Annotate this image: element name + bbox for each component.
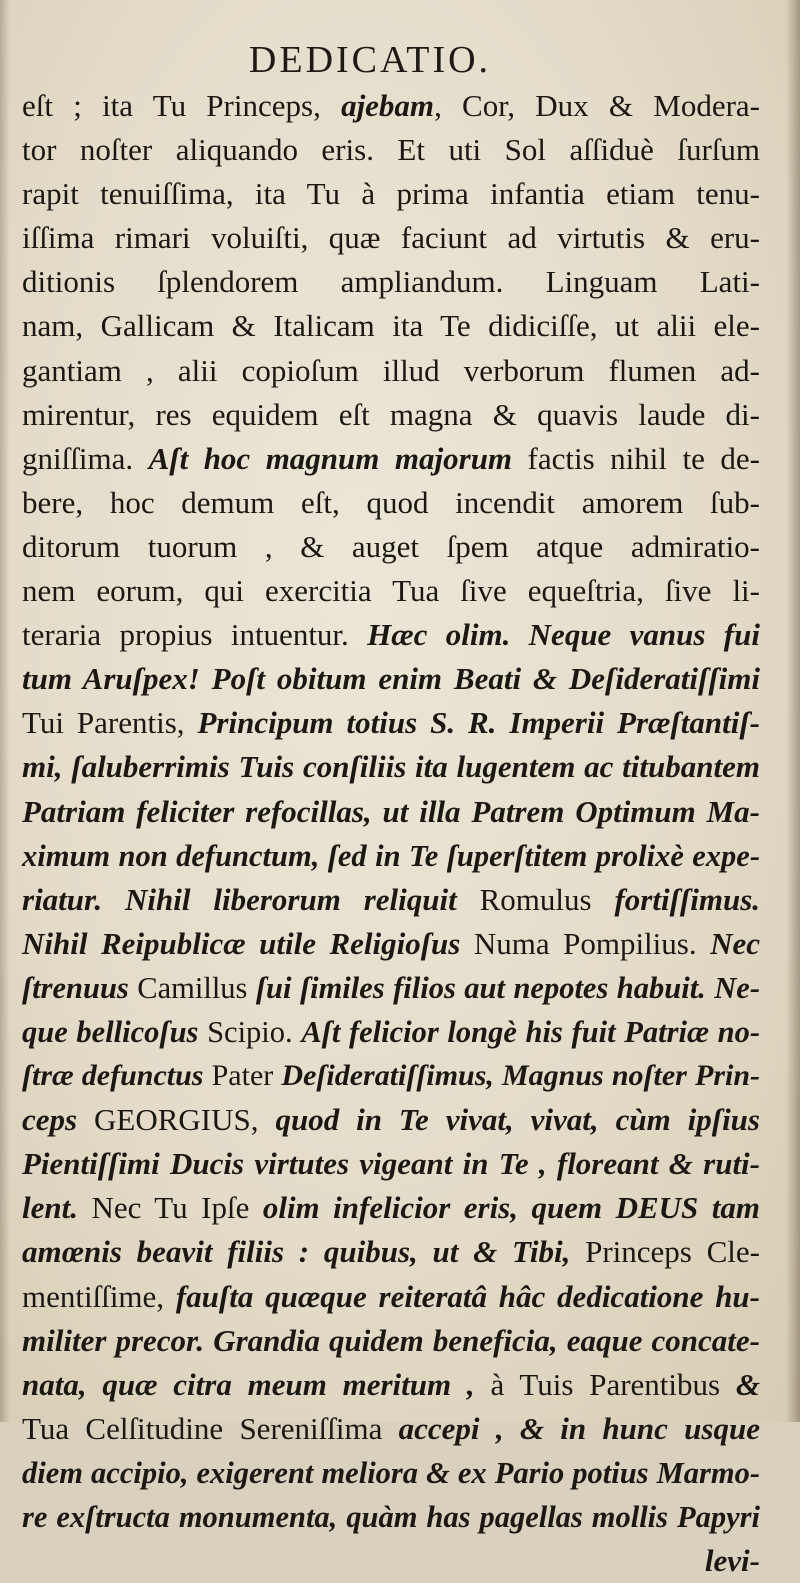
text-line [22,349,760,393]
italic-text: nata, quæ citra meum meritum , [22,1366,491,1402]
italic-text: ſtrenuus [22,970,138,1005]
italic-text: Pientiſſimi Ducis virtutes vigeant in Te , floreant & ruti- [22,1146,760,1182]
text-line [22,878,760,922]
text-line [22,260,760,304]
roman-text: Scipio. [207,1014,302,1049]
text-line [22,1275,760,1319]
text-line [22,1054,760,1098]
text-line [22,525,760,569]
text-line [22,657,760,701]
text-line [22,834,760,878]
italic-text: militer precor. Grandia quidem beneficia, eaque concate- [22,1322,760,1358]
page-edge-left [0,0,10,1422]
roman-text: ditionis ſplendorem ampliandum. Linguam Lati- [22,264,760,300]
text-line [22,1495,760,1539]
italic-text: fortiſſimus. [614,881,761,917]
roman-text: iſſima rimari voluiſti, quæ faciunt ad virtutis & eru- [22,220,760,256]
roman-text: , Cor, Dux & Modera- [434,88,760,123]
roman-text: à Tuis Parentibus [490,1366,736,1402]
roman-text: bere, hoc demum eſt, quod incendit amorem ſub- [22,484,760,520]
text-line [22,922,760,966]
italic-text: amœnis beavit filiis : quibus, ut & Tibi, [22,1234,586,1270]
text-line [22,966,760,1010]
roman-text: eſt ; ita Tu Princeps, [22,88,342,123]
roman-text: Romulus [479,881,615,917]
italic-text: ſui ſimiles filios aut nepotes habuit. Ne- [255,970,760,1005]
text-line [22,1186,760,1230]
page-edge-right [786,0,800,1422]
roman-text: gantiam , alii copioſum illud verborum flumen ad- [22,352,760,388]
italic-text: Aſt hoc magnum majorum [148,440,513,476]
italic-text: Principum totius S. R. Imperii Præſtantiſ- [197,705,760,741]
italic-text: riatur. Nihil liberorum reliquit [22,881,480,917]
text-line [22,1539,760,1583]
italic-text: lent. [22,1190,92,1226]
text-line [22,1363,760,1407]
italic-text: ceps [22,1102,95,1138]
text-line [22,1142,760,1186]
text-line [22,1319,760,1363]
body-text [22,84,760,1583]
text-line [22,1451,760,1495]
roman-text: Tui Parentis, [22,705,198,741]
roman-text: ditorum tuorum , & auget ſpem atque admiratio- [22,528,760,564]
roman-text: nem eorum, qui exercitia Tua ſive equeſtria, ſive li- [22,573,760,609]
italic-text: Nihil Reipublicæ utile Religioſus [22,925,474,961]
italic-text: olim infelicior eris, quem DEUS tam [262,1190,760,1226]
text-line [22,304,760,348]
text-line [22,745,760,789]
text-line [22,701,760,745]
italic-text: ximum non defunctum, ſed in Te ſuperſtitem prolixè expe- [22,838,760,873]
roman-text: Nec Tu Ipſe [91,1190,263,1226]
roman-text: rapit tenuiſſima, ita Tu à prima infantia etiam tenu- [22,176,760,212]
text-line [22,1098,760,1142]
roman-text: Camillus [137,970,256,1005]
text-line [22,790,760,834]
roman-text: Princeps Cle- [585,1234,760,1270]
roman-text: Pater [211,1059,282,1093]
text-line [22,393,760,437]
roman-text: GEORGIUS, [94,1102,276,1138]
roman-text: mentiſſime, [22,1278,176,1314]
italic-text: diem accipio, exigerent meliora & ex Pario potius Marmo- [22,1455,760,1490]
roman-text: Tua Celſitudine Sereniſſima [22,1410,399,1446]
text-line [22,216,760,260]
italic-text: levi- [704,1543,760,1579]
text-line [22,569,760,613]
italic-text: tum Aruſpex! Poſt obitum enim Beati & Deſideratiſſimi [22,661,760,697]
italic-text: re exſtructa monumenta, quàm has pagellas mollis Papyri [22,1500,760,1534]
italic-text: ſtræ defunctus [22,1059,212,1093]
roman-text: nam, Gallicam & Italicam ita Te didiciſſe, ut alii ele- [22,308,760,344]
text-line [22,1010,760,1054]
italic-text: Hæc olim. Neque vanus fui [367,617,760,653]
roman-text: mirentur, res equidem eſt magna & quavis laude di- [22,396,760,432]
text-line [22,84,760,128]
italic-text: Deſideratiſſimus, Magnus noſter Prin- [281,1059,761,1093]
text-line [22,613,760,657]
roman-text: teraria propius intuentur. [22,617,368,653]
text-line [22,1230,760,1274]
italic-text: & [735,1366,760,1402]
italic-text: Nec [710,925,760,961]
italic-text: quod in Te vivat, vivat, cùm ipſius [275,1102,760,1138]
roman-text: tor noſter aliquando eris. Et uti Sol aſſiduè ſurſum [22,132,760,168]
italic-text: ajebam [341,88,435,123]
roman-text: Numa Pompilius. [473,925,711,961]
text-line [22,481,760,525]
italic-text: accepi , & in hunc usque [398,1410,760,1446]
italic-text: Aſt felicior longè his fuit Patriæ no- [301,1014,761,1049]
running-header: DEDICATIO. [248,39,492,81]
text-line [22,172,760,216]
roman-text: factis nihil te de- [512,440,760,476]
italic-text: mi, ſaluberrimis Tuis conſiliis ita lugentem ac titubantem [22,749,760,785]
italic-text: que bellicoſus [22,1014,208,1049]
italic-text: Patriam feliciter refocillas, ut illa Patrem Optimum Ma- [22,793,760,829]
text-line [22,437,760,481]
text-line [22,128,760,172]
roman-text: gniſſima. [22,440,149,476]
text-line [22,1407,760,1451]
italic-text: fauſta quæque reiteratâ hâc dedicatione hu- [175,1278,760,1314]
